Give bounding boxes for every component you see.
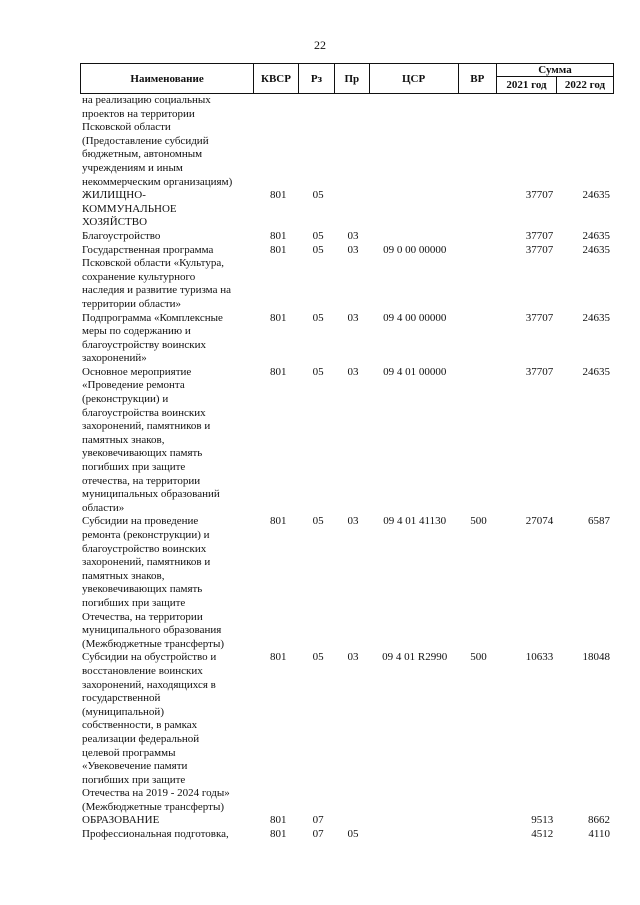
cell-name-line: Отечества, на территории (82, 610, 203, 623)
cell-sum-2022: 24635 (582, 243, 610, 256)
table-body (80, 94, 614, 842)
cell-kvsr: 801 (269, 365, 287, 378)
table-row (80, 814, 614, 828)
cell-name-line: захоронений» (82, 352, 147, 365)
cell-name-line: на реализацию социальных (82, 94, 211, 106)
cell-rz (300, 94, 336, 189)
cell-kvsr: 801 (269, 651, 287, 664)
cell-sum-2021: 4512 (531, 828, 554, 841)
cell-vr (460, 244, 498, 312)
cell-name-line: (Предоставление субсидий (82, 134, 209, 147)
cell-name-line: (реконструкции) и (82, 393, 169, 406)
table-row (80, 312, 614, 366)
col-header-kvsr: КВСР (254, 64, 299, 94)
cell-name-line: погибших при защите (82, 461, 186, 474)
cell-vr (460, 189, 498, 230)
cell-name-line: благоустройства воинских (82, 406, 206, 419)
cell-name-line: отечества, на территории (82, 474, 201, 487)
cell-sum-2022: 24635 (582, 189, 610, 202)
cell-name (80, 189, 256, 230)
table-header (80, 63, 614, 94)
cell-kvsr: 801 (269, 814, 287, 827)
cell-name-line: памятных знаков, (82, 433, 165, 446)
col-header-csr: ЦСР (369, 64, 458, 94)
cell-rz: 07 (312, 828, 324, 841)
cell-csr (370, 189, 460, 230)
cell-name-line: наследия и развитие туризма на (82, 284, 231, 297)
cell-kvsr: 801 (269, 229, 287, 242)
col-header-name: Наименование (81, 64, 254, 94)
cell-pr: 03 (347, 651, 359, 664)
cell-pr: 05 (347, 828, 359, 841)
cell-sum-2021: 37707 (525, 365, 554, 378)
cell-name-line: восстановление воинских (82, 664, 203, 677)
cell-name-line: погибших при защите (82, 773, 186, 786)
cell-name (80, 244, 256, 312)
table-row (80, 651, 614, 814)
cell-pr: 03 (347, 515, 359, 528)
cell-name-line: Субсидии на проведение (82, 515, 199, 528)
table-row (80, 244, 614, 312)
cell-name-line: «Увековечение памяти (82, 760, 188, 773)
cell-pr (336, 814, 370, 828)
cell-name (80, 515, 256, 651)
cell-name-line: Государственная программа (82, 243, 214, 256)
cell-sum-2022: 18048 (582, 651, 610, 664)
cell-sum-2021: 9513 (531, 814, 554, 827)
cell-name (80, 814, 256, 828)
cell-name-line: Подпрограмма «Комплексные (82, 311, 223, 324)
cell-sum-2022: 8662 (587, 814, 610, 827)
cell-sum-2021: 37707 (525, 189, 554, 202)
cell-vr (460, 230, 498, 244)
cell-name-line: собственности, в рамках (82, 719, 198, 732)
cell-name-line: Субсидии на обустройство и (82, 651, 217, 664)
table-row (80, 515, 614, 651)
col-header-2022: 2022 год (556, 77, 613, 94)
cell-name-line: КОММУНАЛЬНОЕ (82, 202, 177, 215)
cell-name-line: проектов на территории (82, 107, 195, 120)
cell-csr (370, 814, 460, 828)
cell-name-line: (муниципальной) (82, 705, 164, 718)
table-row (80, 366, 614, 516)
cell-vr (460, 814, 498, 828)
cell-rz: 05 (312, 243, 324, 256)
cell-name-line: (Межбюджетные трансферты) (82, 637, 224, 650)
cell-csr: 09 4 00 00000 (383, 311, 447, 324)
cell-name-line: ЖИЛИЩНО- (82, 189, 146, 202)
col-header-pr: Пр (335, 64, 369, 94)
cell-name (80, 828, 256, 842)
cell-vr: 500 (470, 651, 487, 664)
cell-kvsr: 801 (269, 515, 287, 528)
cell-pr (336, 189, 370, 230)
cell-name-line: Профессиональная подготовка, (82, 828, 229, 841)
cell-name-line: (Межбюджетные трансферты) (82, 800, 224, 813)
cell-csr: 09 4 01 R2990 (382, 651, 448, 664)
table-row (80, 230, 614, 244)
cell-name (80, 312, 256, 366)
cell-vr: 500 (470, 515, 487, 528)
cell-kvsr: 801 (269, 243, 287, 256)
cell-pr (336, 94, 370, 189)
col-header-sum: Сумма (497, 64, 614, 77)
cell-pr: 03 (347, 365, 359, 378)
page-number: 22 (314, 38, 326, 52)
cell-name-line: муниципального образования (82, 624, 222, 637)
cell-sum-2022: 4110 (588, 828, 610, 841)
cell-name (80, 94, 256, 189)
cell-rz: 05 (312, 651, 324, 664)
cell-csr (370, 828, 460, 842)
cell-name (80, 366, 256, 516)
col-header-vr: ВР (458, 64, 496, 94)
table-row (80, 94, 614, 189)
cell-name-line: погибших при защите (82, 596, 186, 609)
cell-name-line: захоронений, памятников и (82, 420, 211, 433)
cell-name-line: учреждениям и иным (82, 161, 183, 174)
cell-name-line: реализации федеральной (82, 732, 200, 745)
cell-csr (370, 94, 460, 189)
cell-name-line: меры по содержанию и (82, 325, 191, 338)
cell-name-line: ОБРАЗОВАНИЕ (82, 814, 160, 827)
cell-name-line: территории области» (82, 297, 182, 310)
cell-vr (460, 94, 498, 189)
cell-vr (460, 366, 498, 516)
cell-name-line: благоустройство воинских (82, 542, 207, 555)
cell-csr: 09 0 00 00000 (383, 243, 447, 256)
cell-name-line: захоронений, памятников и (82, 556, 211, 569)
cell-rz: 05 (312, 229, 324, 242)
table-row (80, 189, 614, 230)
cell-sum-2021 (497, 94, 557, 189)
cell-sum-2021: 37707 (525, 229, 554, 242)
cell-sum-2021: 10633 (525, 651, 554, 664)
cell-rz: 05 (312, 365, 324, 378)
table-row (80, 828, 614, 842)
cell-pr: 03 (347, 311, 359, 324)
cell-rz: 05 (312, 189, 324, 202)
cell-pr: 03 (347, 243, 359, 256)
cell-name-line: сохранение культурного (82, 270, 196, 283)
cell-csr: 09 4 01 41130 (383, 515, 447, 528)
cell-vr (460, 828, 498, 842)
cell-name-line: Псковской области «Культура, (82, 257, 224, 270)
cell-name-line: «Проведение ремонта (82, 379, 185, 392)
cell-sum-2021: 37707 (525, 311, 554, 324)
cell-name (80, 230, 256, 244)
cell-kvsr: 801 (269, 828, 287, 841)
cell-name-line: муниципальных образований (82, 488, 220, 501)
cell-sum-2022: 6587 (587, 515, 610, 528)
cell-name-line: целевой программы (82, 746, 176, 759)
cell-name-line: области» (82, 501, 125, 514)
cell-name-line: Отечества на 2019 - 2024 годы» (82, 787, 230, 800)
cell-name-line: благоустройству воинских (82, 338, 206, 351)
cell-name-line: Псковской области (82, 121, 171, 134)
cell-kvsr: 801 (269, 311, 287, 324)
cell-csr: 09 4 01 00000 (383, 365, 447, 378)
cell-csr (370, 230, 460, 244)
cell-sum-2021: 37707 (525, 243, 554, 256)
cell-sum-2022: 24635 (582, 365, 610, 378)
cell-name-line: увековечивающих память (82, 447, 203, 460)
cell-kvsr: 801 (269, 189, 287, 202)
cell-name-line: бюджетным, автономным (82, 148, 203, 161)
cell-sum-2021: 27074 (525, 515, 554, 528)
cell-vr (460, 312, 498, 366)
cell-rz: 05 (312, 311, 324, 324)
col-header-rz: Рз (298, 64, 334, 94)
cell-sum-2022 (557, 94, 614, 189)
cell-kvsr (256, 94, 300, 189)
cell-sum-2022: 24635 (582, 229, 610, 242)
cell-name-line: увековечивающих память (82, 583, 203, 596)
cell-name-line: Благоустройство (82, 229, 161, 242)
cell-name-line: захоронений, находящихся в (82, 678, 216, 691)
cell-pr: 03 (347, 229, 359, 242)
cell-name-line: Основное мероприятие (82, 365, 192, 378)
cell-rz: 05 (312, 515, 324, 528)
cell-rz: 07 (312, 814, 324, 827)
cell-name-line: некоммерческим организациям) (82, 175, 233, 188)
cell-name-line: государственной (82, 692, 161, 705)
cell-name-line: ремонта (реконструкции) и (82, 529, 210, 541)
col-header-2021: 2021 год (497, 77, 557, 94)
cell-name-line: памятных знаков, (82, 569, 165, 582)
cell-name (80, 651, 256, 814)
cell-sum-2022: 24635 (582, 311, 610, 324)
cell-name-line: ХОЗЯЙСТВО (82, 216, 148, 229)
